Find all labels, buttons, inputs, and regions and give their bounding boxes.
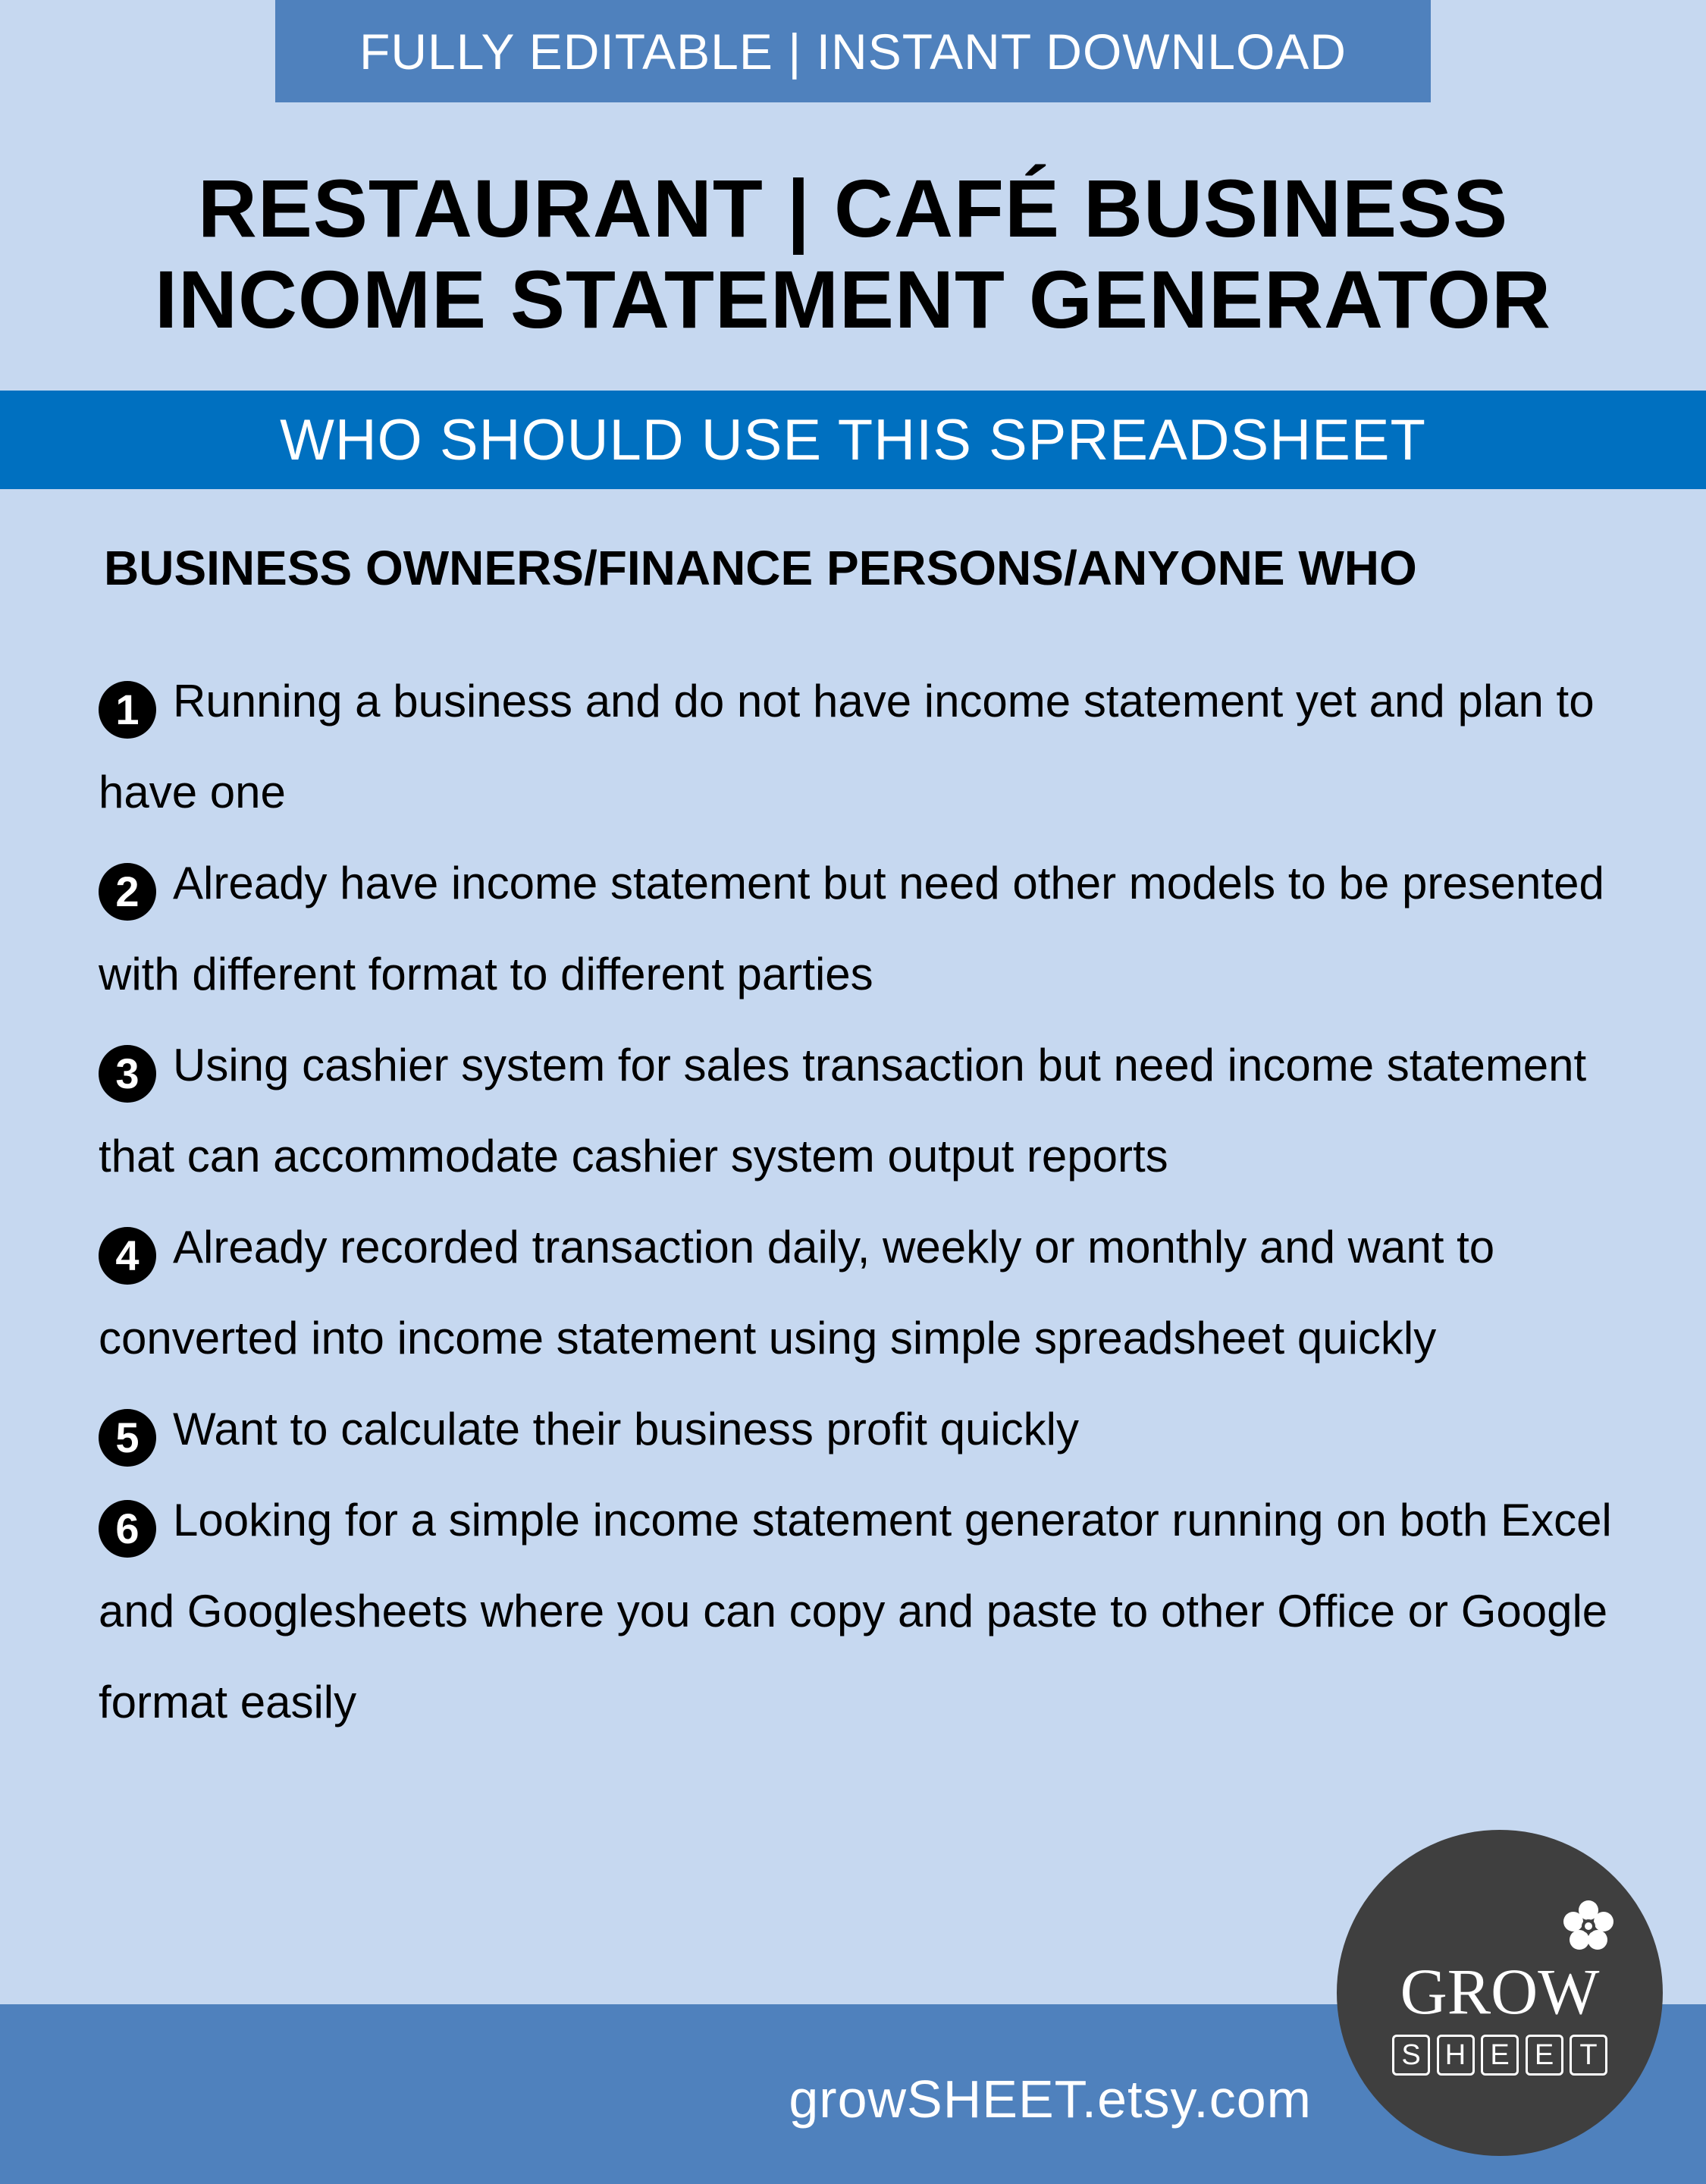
list-item-text: Using cashier system for sales transaction but need income statement that can accommodate cashier system output reports: [99, 1040, 1587, 1181]
title-line-1: RESTAURANT | CAFÉ BUSINESS: [197, 162, 1509, 254]
number-bullet-icon: 1: [99, 681, 156, 739]
number-bullet-icon: 2: [99, 863, 156, 921]
top-banner: [275, 0, 1431, 102]
logo-wordmark: GROW: [1400, 1955, 1600, 2028]
list-item: [99, 1475, 1623, 1748]
list-item-text: Already have income statement but need other models to be presented with different format to different parties: [99, 858, 1604, 999]
use-case-list: [99, 656, 1623, 1748]
list-item: [99, 1020, 1623, 1202]
page-title: [0, 163, 1706, 345]
list-item-text: Already recorded transaction daily, weekly or monthly and want to converted into income statement using simple spreadsheet quickly: [99, 1222, 1495, 1363]
list-item: [99, 838, 1623, 1020]
logo-letter: H: [1437, 2035, 1475, 2076]
banner-text: FULLY EDITABLE | INSTANT DOWNLOAD: [359, 23, 1347, 80]
logo-letter: T: [1570, 2035, 1607, 2076]
section-heading: WHO SHOULD USE THIS SPREADSHEET: [280, 407, 1426, 472]
list-item-text: Want to calculate their business profit quickly: [173, 1404, 1079, 1454]
logo-letter: E: [1481, 2035, 1519, 2076]
list-item-text: Looking for a simple income statement generator running on both Excel and Googlesheets where you can copy and paste to other Office or Google format easily: [99, 1495, 1612, 1727]
logo-letter: E: [1526, 2035, 1563, 2076]
logo-letter: S: [1392, 2035, 1430, 2076]
number-bullet-icon: 3: [99, 1045, 156, 1103]
audience-heading: BUSINESS OWNERS/FINANCE PERSONS/ANYONE WHO: [104, 541, 1417, 595]
growsheet-logo: [1337, 1830, 1663, 2156]
number-bullet-icon: 4: [99, 1227, 156, 1285]
number-bullet-icon: 5: [99, 1409, 156, 1467]
section-band: [0, 391, 1706, 489]
list-item: [99, 656, 1623, 838]
number-bullet-icon: 6: [99, 1500, 156, 1558]
logo-sheet-letters: [1392, 2035, 1607, 2076]
flower-icon: [1562, 1900, 1615, 1953]
list-item: [99, 1384, 1623, 1475]
shop-url-link[interactable]: growSHEET.etsy.com: [789, 2069, 1312, 2129]
list-item: [99, 1202, 1623, 1384]
list-item-text: Running a business and do not have income statement yet and plan to have one: [99, 676, 1595, 817]
title-line-2: INCOME STATEMENT GENERATOR: [154, 253, 1551, 345]
